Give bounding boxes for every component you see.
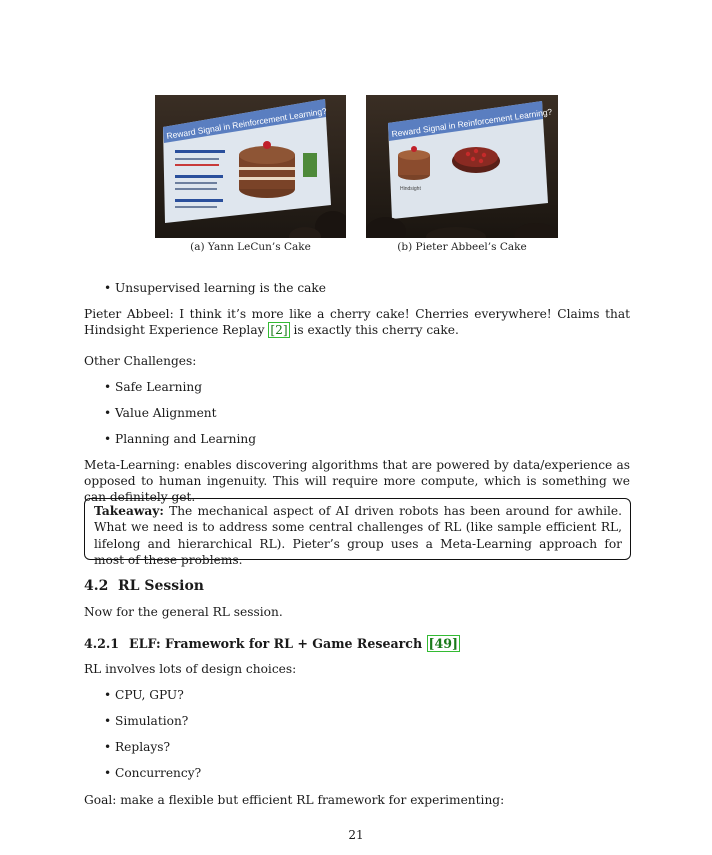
list-item: • Simulation?: [104, 714, 189, 728]
paragraph-abbeel: Pieter Abbeel: I think it’s more like a cherry cake! Cherries everywhere! Claims that Hindsight Experience Replay [2] is exactly this cherry cake.: [84, 307, 630, 337]
citation-link[interactable]: [49]: [428, 636, 458, 651]
list-item: • Value Alignment: [104, 406, 217, 420]
section-heading: 4.2 RL Session: [84, 578, 204, 594]
figure-a-illustration: [155, 95, 346, 238]
list-item: • Concurrency?: [104, 766, 202, 780]
takeaway-text: The mechanical aspect of AI driven robots has been around for awhile. What we need is to address some central challenges of RL (like sample efficient RL, lifelong and hierarchical RL). Pieter’s group uses a Meta-Learning approach for most of these problems.: [94, 504, 622, 567]
figure-b-image-label: Hindsight: [400, 186, 421, 192]
figure-a-caption: (a) Yann LeCun’s Cake: [190, 241, 311, 253]
design-choices-label: RL involves lots of design choices:: [84, 662, 297, 676]
list-item: • Safe Learning: [104, 380, 203, 394]
takeaway-box: [84, 498, 631, 567]
list-item: • CPU, GPU?: [104, 688, 184, 702]
section-intro: Now for the general RL session.: [84, 605, 283, 619]
list-item: • Planning and Learning: [104, 432, 257, 446]
figure-b-caption: (b) Pieter Abbeel’s Cake: [397, 241, 527, 253]
citation-link[interactable]: [2]: [270, 323, 288, 337]
figure-b-illustration: [366, 95, 558, 238]
figure-a-slide-title: Reward Signal in Reinforcement Learning?: [165, 105, 328, 141]
paragraph-meta-learning: Meta-Learning: enables discovering algorithms that are powered by data/experience as opposed to human ingenuity. This will require more compute, which is something we can definitely get.: [84, 458, 630, 504]
paragraph-goal: Goal: make a flexible but efficient RL framework for experimenting:: [84, 793, 505, 807]
bullet-dot: •: [104, 281, 112, 295]
other-challenges-label: Other Challenges:: [84, 354, 197, 368]
takeaway-label: Takeaway:: [94, 504, 164, 518]
figure-b-slide-title: Reward Signal in Reinforcement Learning?: [390, 106, 553, 139]
figure-a-photo: [155, 95, 346, 238]
figure-b-photo: [366, 95, 558, 238]
list-item: • Replays?: [104, 740, 171, 754]
list-item-unsupervised-cake: • Unsupervised learning is the cake: [104, 281, 327, 295]
page-number: 21: [348, 828, 364, 842]
subsection-heading: 4.2.1 ELF: Framework for RL + Game Research [49]: [84, 636, 458, 651]
